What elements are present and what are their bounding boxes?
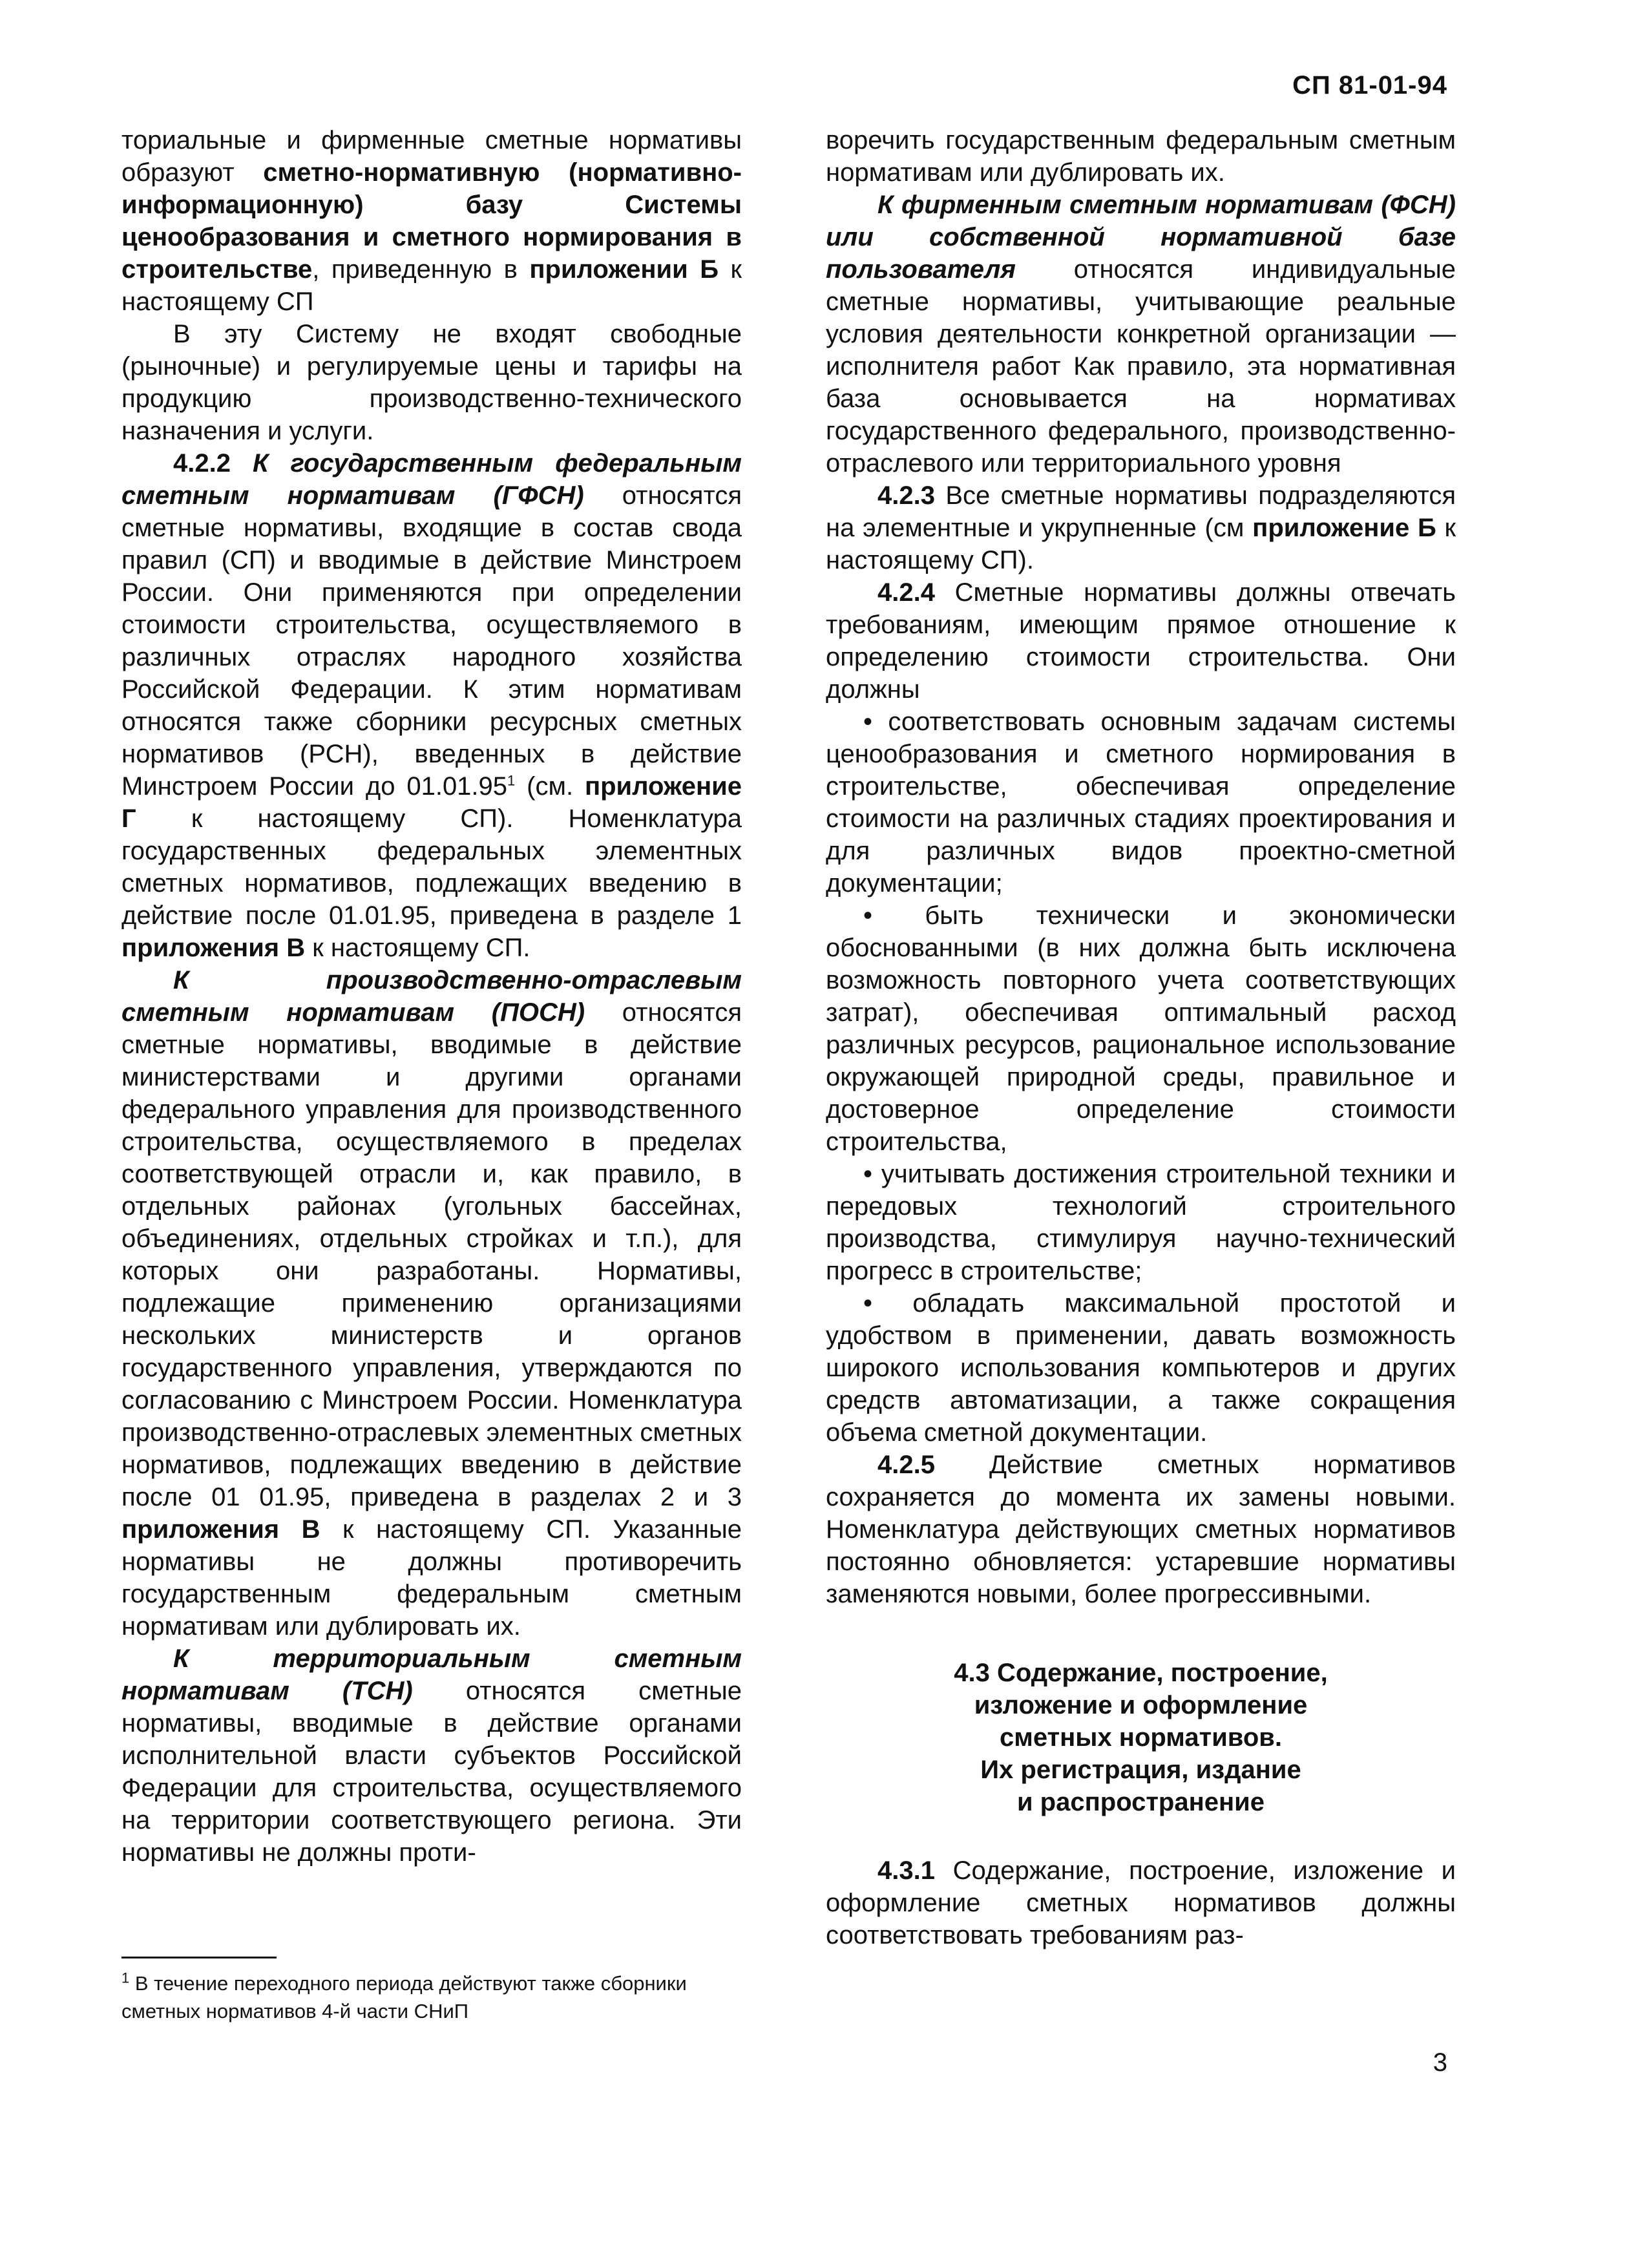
left-column: [121, 124, 742, 1869]
paragraph: В эту Систему не входят свободные (рыночные) и регулируемые цены и тарифы на продукцию производственно-технического назначения и услуги.: [121, 320, 742, 445]
bullet-item: • соответствовать основным задачам системы ценообразования и сметного нормирования в строительстве, обеспечивая определение стоимости на различных стадиях проектирования и для различных видов проектно-сметной документации;: [826, 708, 1456, 898]
clause-4-2-4: 4.2.4 Сметные нормативы должны отвечать требованиям, имеющим прямое отношение к определению стоимости строительства. Они должны: [826, 578, 1456, 704]
footnote: $^1$ В течение переходного периода действуют также сборники сметных нормативов 4-й части СНиП: [121, 1969, 687, 2022]
clause-4-2-3: 4.2.3 Все сметные нормативы подразделяются на элементные и укрупненные (см приложение Б к настоящему СП).: [826, 481, 1456, 574]
clause-4-3-1: 4.3.1 Содержание, построение, изложение и оформление сметных нормативов должны соответствовать требованиям раз-: [826, 1856, 1456, 1949]
footnote-marker[interactable]: 1: [507, 772, 516, 789]
bullet-item: • быть технически и экономически обоснованными (в них должна быть исключена возможность повторного учета соответствующих затрат), обеспечивая оптимальный расход различных ресурсов, рациональное использование окружающей природной среды, правильное и достоверное определение стоимости строительства,: [826, 901, 1456, 1156]
paragraph: воречить государственным федеральным сметным нормативам или дублировать их.: [826, 126, 1456, 187]
right-column: [826, 124, 1456, 1951]
bullet-item: • учитывать достижения строительной техники и передовых технологий строительного производства, стимулируя научно-технический прогресс в строительстве;: [826, 1160, 1456, 1285]
clause-4-2-2: 4.2.2 К государственным федеральным сметным нормативам (ГФСН) относятся сметные нормативы, входящие в состав свода правил (СП) и вводимые в действие Минстроем России. Они применяются при определении стоимости строительства, осуществляемого в различных отраслях народного хозяйства Российской Федерации. К этим нормативам относятся также сборники ресурсных сметных нормативов (РСН), введенных в действие Минстроем России до 01.01.95$^1$ (см. приложение Г к настоящему СП). Номенклатура государственных федеральных элементных сметных нормативов, подлежащих введению в действие после 01.01.95, приведена в разделе 1 приложения В к настоящему СП.: [121, 449, 742, 962]
page-number: 3: [1433, 2048, 1447, 2077]
paragraph-posn: К производственно-отраслевым сметным нормативам (ПОСН) относятся сметные нормативы, вводимые в действие министерствами и другими органами федерального управления для производственного строительства, осуществляемого в пределах соответствующей отрасли и, как правило, в отдельных районах (угольных бассейнах, объединениях, отдельных стройках и т.п.), для которых они разработаны. Нормативы, подлежащие применению организациями нескольких министерств и органов государственного управления, утверждаются по согласованию с Минстроем России. Номенклатура производственно-отраслевых элементных сметных нормативов, подлежащих введению в действие после 01 01.95, приведена в разделах 2 и 3 приложения В к настоящему СП. Указанные нормативы не должны противоречить государственным федеральным сметным нормативам или дублировать их.: [121, 966, 742, 1641]
clause-4-2-5: 4.2.5 Действие сметных нормативов сохраняется до момента их замены новыми. Номенклатура действующих сметных нормативов постоянно обновляется: устаревшие нормативы заменяются новыми, более прогрессивными.: [826, 1451, 1456, 1608]
paragraph-fsn: К фирменным сметным нормативам (ФСН) или собственной нормативной базе пользователя относятся индивидуальные сметные нормативы, учитывающие реальные условия деятельности конкретной организации — исполнителя работ Как правило, эта нормативная база основывается на нормативах государственного федерального, производственно-отраслевого или территориального уровня: [826, 191, 1456, 478]
paragraph-tsn: К территориальным сметным нормативам (ТСН) относятся сметные нормативы, вводимые в действие органами исполнительной власти субъектов Российской Федерации для строительства, осуществляемого на территории соответствующего региона. Эти нормативы не должны проти-: [121, 1644, 742, 1867]
section-title: 4.3 Содержание, построение, изложение и оформление сметных нормативов. Их регистрация, издание и распространение: [954, 1659, 1328, 1816]
footnote-divider: [121, 1957, 277, 1958]
document-code: СП 81-01-94: [1292, 71, 1447, 100]
paragraph: ториальные и фирменные сметные нормативы образуют сметно-нормативную (нормативно-информационную) базу Системы ценообразования и сметного нормирования в строительстве, приведенную в приложении Б к настоящему СП: [121, 126, 742, 316]
bullet-item: • обладать максимальной простотой и удобством в применении, давать возможность широкого использования компьютеров и других средств автоматизации, а также сокращения объема сметной документации.: [826, 1289, 1456, 1447]
